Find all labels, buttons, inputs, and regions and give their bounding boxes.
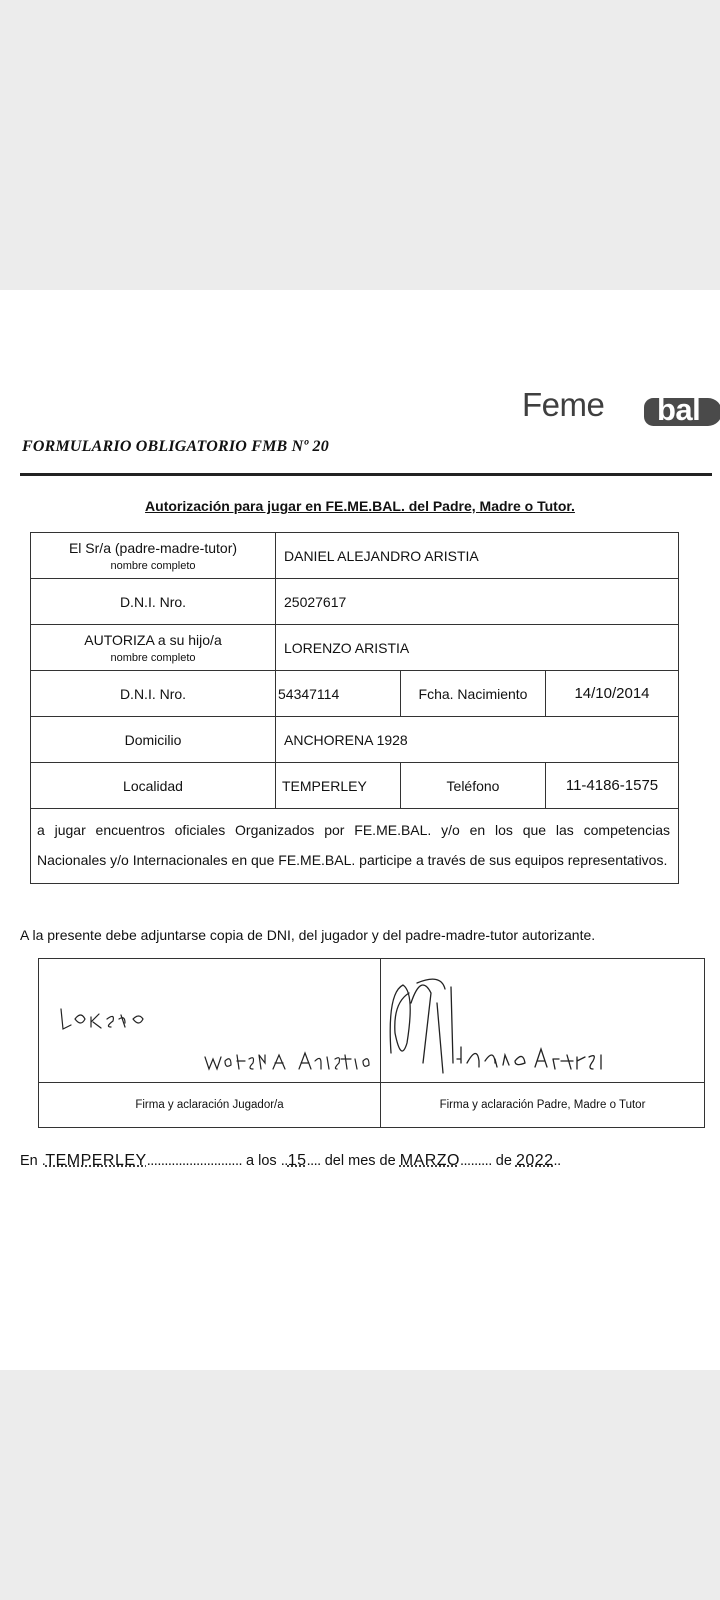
authorizes-label: AUTORIZA a su hijo/a [84,631,222,648]
footer-a-los: a los [246,1153,277,1169]
footer-place: TEMPERLEY [45,1152,147,1169]
document-page [0,290,720,1370]
footer-del-mes: del mes de [324,1153,396,1169]
player-signature-caption: Firma y aclaración Jugador/a [39,1083,381,1128]
tutor-signature-caption: Firma y aclaración Padre, Madre o Tutor [381,1083,705,1128]
footer-year-dots: .. [553,1153,561,1169]
footer-month-dots: ......... [459,1153,492,1169]
city-label: Localidad [31,763,276,809]
birth-label: Fcha. Nacimiento [401,671,546,717]
footer-prefix: En [20,1153,38,1169]
tutor-dni-row [31,579,679,625]
city-value: TEMPERLEY [276,763,401,809]
footer-day-lead-dots: .. [280,1153,288,1169]
footer-de: de [495,1153,512,1169]
address-row [31,717,679,763]
paragraph-row [31,809,679,884]
child-row [31,625,679,671]
tutor-dni: 25027617 [276,579,679,625]
tutor-label: El Sr/a (padre-madre-tutor) [68,539,238,556]
child-dni-row [31,671,679,717]
form-subtitle: Autorización para jugar en FE.ME.BAL. del Padre, Madre o Tutor. [145,498,575,514]
authorization-paragraph: a jugar encuentros oficiales Organizados por FE.ME.BAL. y/o en los que las competencias Nacionales y/o Internacionales en que FE.ME.BAL. participe a través de sus equipos representativos. [31,809,679,884]
attachment-note: A la presente debe adjuntarse copia de DNI, del jugador y del padre-madre-tutor autorizante. [20,927,596,943]
address-label: Domicilio [31,717,276,763]
tutor-label-cell [31,533,276,579]
child-name: LORENZO ARISTIA [276,625,679,671]
phone-label: Teléfono [401,763,546,809]
child-dni-label: D.N.I. Nro. [31,671,276,717]
player-signature-area [39,959,381,1083]
authorization-table [30,532,679,884]
tutor-signature-area [381,959,705,1083]
tutor-sublabel: nombre completo [110,559,196,572]
city-row [31,763,679,809]
signature-table [38,958,705,1128]
footer-month: MARZO [399,1152,460,1169]
logo-text-bal: bal [657,392,701,427]
footer-day: 15 [287,1152,307,1169]
address-value: ANCHORENA 1928 [276,717,679,763]
footer-place-dots: ........................... [146,1153,243,1169]
footer-place-lead-dots: . [41,1153,46,1169]
tutor-signature [381,963,701,1083]
birth-date: 14/10/2014 [546,671,679,717]
tutor-name: DANIEL ALEJANDRO ARISTIA [276,533,679,579]
child-label-cell [31,625,276,671]
form-title: FORMULARIO OBLIGATORIO FMB Nº 20 [22,438,329,455]
tutor-row [31,533,679,579]
header-rule [20,473,712,476]
tutor-dni-label: D.N.I. Nro. [31,579,276,625]
date-place-line [20,1152,561,1170]
footer-year: 2022 [515,1152,554,1169]
child-sublabel: nombre completo [110,651,196,664]
player-signature [49,989,379,1079]
logo-text-feme: Feme [522,386,605,423]
phone-value: 11-4186-1575 [546,763,679,809]
child-dni: 54347114 [276,671,401,717]
footer-day-dots: .... [306,1153,321,1169]
